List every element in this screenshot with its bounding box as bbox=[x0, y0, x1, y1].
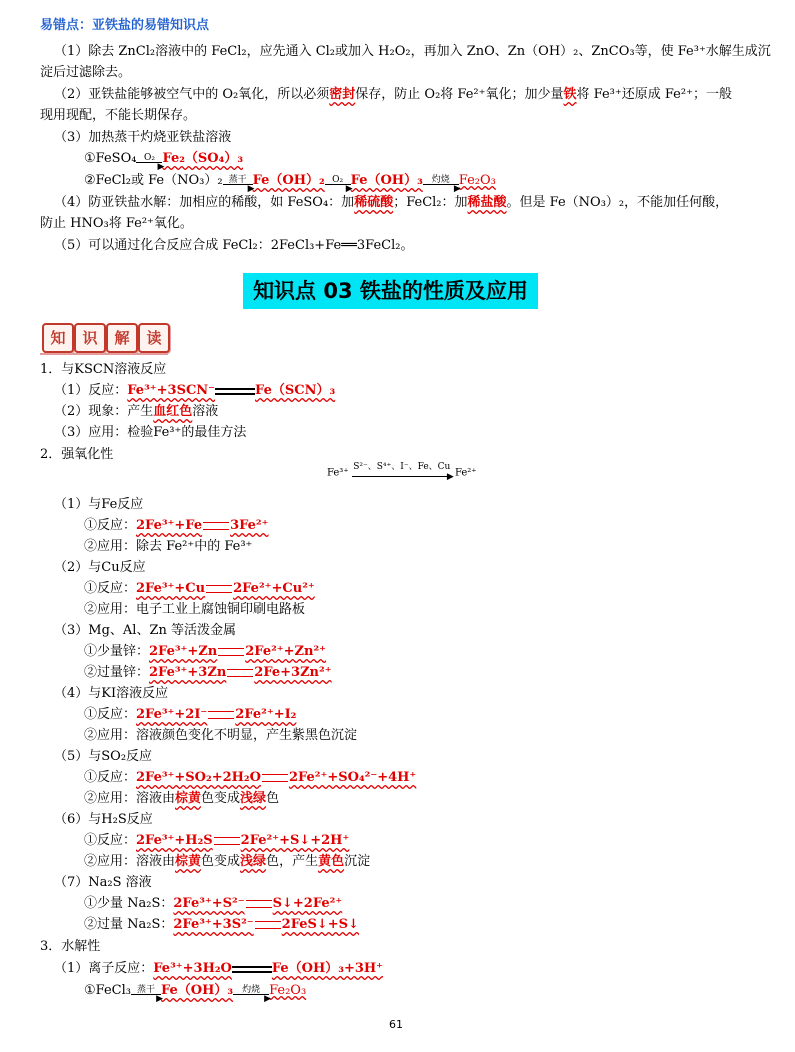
so2-title: （5）与SO₂反应 bbox=[54, 749, 153, 764]
cu-application: ②应用：电子工业上腐蚀铜印刷电路板 bbox=[84, 602, 306, 617]
subsection-3: 3．水解性 bbox=[40, 939, 101, 954]
badge-jie: 解 bbox=[106, 323, 138, 353]
keyword-iron: 铁 bbox=[563, 87, 577, 102]
paragraph-3: （3）加热蒸干灼烧亚铁盐溶液 bbox=[54, 130, 232, 145]
kscn-reaction: （1）反应：Fe³⁺+3SCN⁻ Fe（SCN）₃ bbox=[54, 383, 336, 398]
reaction-feso4: ①FeSO₄ O₂ ▶ Fe₂（SO₄）₃ bbox=[84, 151, 244, 172]
page-number: 61 bbox=[389, 1018, 403, 1031]
paragraph-1: （1）除去 ZnCl₂溶液中的 FeCl₂，应先通入 Cl₂或加入 H₂O₂，再加入 ZnO、Zn（OH）₂、ZnCO₃等，使 Fe³⁺水解生成沉 bbox=[54, 44, 771, 59]
na2s-excess: ②过量 Na₂S：2Fe³⁺+3S²⁻ 2FeS↓+S↓ bbox=[84, 917, 359, 932]
badge-zhi: 知 bbox=[42, 323, 74, 353]
h2s-title: （6）与H₂S反应 bbox=[54, 812, 153, 827]
kscn-phenomenon: （2）现象：产生血红色溶液 bbox=[54, 404, 219, 419]
cu-reaction: ①反应：2Fe³⁺+Cu 2Fe²⁺+Cu²⁺ bbox=[84, 581, 315, 596]
badge-shi: 识 bbox=[74, 323, 106, 353]
section-heading: 易错点：亚铁盐的易错知识点 bbox=[40, 18, 210, 33]
zn-excess: ②过量锌：2Fe³⁺+3Zn 2Fe+3Zn²⁺ bbox=[84, 665, 332, 680]
ki-title: （4）与KI溶液反应 bbox=[54, 686, 169, 701]
ki-application: ②应用：溶液颜色变化不明显，产生紫黑色沉淀 bbox=[84, 728, 358, 743]
oxidation-diagram: Fe³⁺ S²⁻、S⁴⁺、I⁻、Fe、Cu ▶ Fe²⁺ bbox=[327, 462, 477, 482]
so2-reaction: ①反应：2Fe³⁺+SO₂+2H₂O 2Fe²⁺+SO₄²⁻+4H⁺ bbox=[84, 770, 417, 785]
paragraph-5: （5）可以通过化合反应合成 FeCl₂：2FeCl₃+Fe══3FeCl₂。 bbox=[54, 238, 414, 253]
na2s-title: （7）Na₂S 溶液 bbox=[54, 875, 152, 890]
badge-du: 读 bbox=[138, 323, 170, 353]
na2s-little: ①少量 Na₂S：2Fe³⁺+S²⁻ S↓+2Fe²⁺ bbox=[84, 896, 343, 911]
paragraph-4-cont: 防止 HNO₃将 Fe²⁺氧化。 bbox=[40, 216, 193, 231]
subsection-1: 1．与KSCN溶液反应 bbox=[40, 362, 167, 377]
paragraph-4: （4）防亚铁盐水解：加相应的稀酸，如 FeSO₄：加稀硫酸；FeCl₂：加稀盐酸。但是 Fe（NO₃）₂，不能加任何酸， bbox=[54, 195, 729, 210]
so2-application: ②应用：溶液由棕黄色变成浅绿色 bbox=[84, 791, 280, 806]
fe-application: ②应用：除去 Fe²⁺中的 Fe³⁺ bbox=[84, 539, 253, 554]
zn-title: （3）Mg、Al、Zn 等活泼金属 bbox=[54, 623, 236, 638]
paragraph-2: （2）亚铁盐能够被空气中的 O₂氧化，所以必须密封保存，防止 O₂将 Fe²⁺氧化；加少量铁将 Fe³⁺还原成 Fe²⁺；一般 bbox=[54, 87, 732, 102]
subsection-2: 2．强氧化性 bbox=[40, 447, 114, 462]
h2s-reaction: ①反应：2Fe³⁺+H₂S 2Fe²⁺+S↓+2H⁺ bbox=[84, 833, 350, 848]
topic-banner: 知识点 03 铁盐的性质及应用 bbox=[243, 273, 538, 309]
paragraph-2-cont: 现用现配，不能长期保存。 bbox=[40, 108, 197, 123]
reaction-fecl2: ②FeCl₂或 Fe（NO₃）₂ 蒸干 ▶ Fe（OH）₂ O₂ ▶ Fe（OH）₃ 灼烧 ▶ Fe₂O₃ bbox=[84, 173, 496, 194]
ki-reaction: ①反应：2Fe³⁺+2I⁻ 2Fe²⁺+I₂ bbox=[84, 707, 297, 722]
zn-little: ①少量锌：2Fe³⁺+Zn 2Fe²⁺+Zn²⁺ bbox=[84, 644, 327, 659]
hydrolysis-reaction: （1）离子反应：Fe³⁺+3H₂O Fe（OH）₃+3H⁺ bbox=[54, 961, 384, 976]
h2s-application: ②应用：溶液由棕黄色变成浅绿色，产生黄色沉淀 bbox=[84, 854, 371, 869]
cu-title: （2）与Cu反应 bbox=[54, 560, 146, 575]
kscn-application: （3）应用：检验Fe³⁺的最佳方法 bbox=[54, 425, 247, 440]
fe-reaction: ①反应：2Fe³⁺+Fe 3Fe²⁺ bbox=[84, 518, 269, 533]
fe-title: （1）与Fe反应 bbox=[54, 497, 144, 512]
keyword-seal: 密封 bbox=[329, 87, 356, 102]
paragraph-1-cont: 淀后过滤除去。 bbox=[40, 65, 132, 80]
fecl3-reaction: ①FeCl₃ 蒸干 ▶ Fe（OH）₃ 灼烧 ▶ Fe₂O₃ bbox=[84, 983, 307, 1004]
